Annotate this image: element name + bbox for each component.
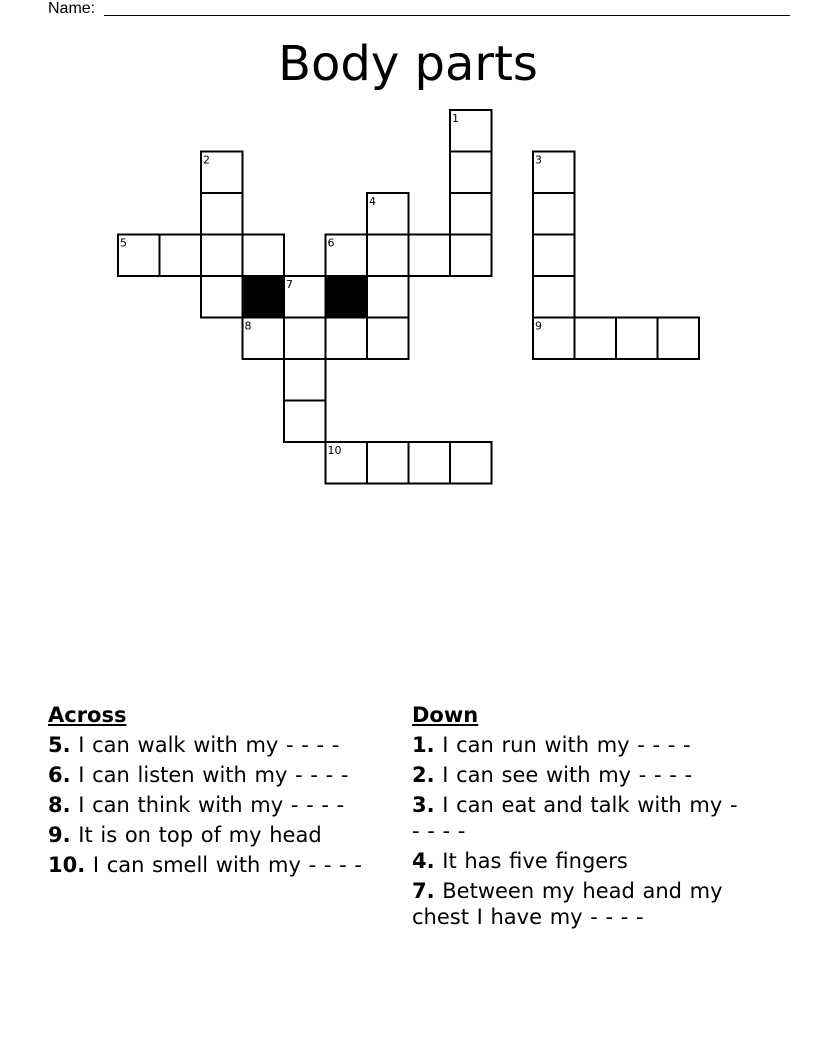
cell-number: 8 [244, 319, 252, 333]
clue-text: I can think with my - - - - [70, 793, 345, 817]
cell-number: 10 [327, 444, 342, 457]
down-clue-7 [412, 878, 742, 930]
grid-cell[interactable] [284, 359, 326, 401]
grid-cell[interactable] [201, 193, 243, 235]
grid-block [243, 276, 285, 318]
cell-number: 9 [535, 319, 542, 333]
clue-text: Between my head and my chest I have my - - - - [412, 879, 723, 929]
clue-text: I can eat and talk with my - - - - - [412, 793, 738, 843]
grid-cell[interactable] [575, 318, 617, 360]
name-label: Name: [48, 0, 96, 17]
clue-text: It has five fingers [434, 849, 628, 873]
down-clue-1 [412, 732, 742, 758]
clue-number: 10. [48, 853, 86, 877]
grid-cell[interactable] [409, 235, 451, 277]
cell-number: 5 [120, 236, 127, 250]
clue-number: 4. [412, 849, 435, 873]
grid-cell[interactable] [367, 276, 409, 318]
down-clue-2 [412, 762, 742, 788]
grid-cell[interactable] [201, 276, 243, 318]
clue-number: 3. [412, 793, 435, 817]
clue-text: It is on top of my head [70, 823, 322, 847]
clue-number: 9. [48, 823, 71, 847]
across-clue-6 [48, 762, 383, 788]
cell-number: 1 [452, 112, 459, 125]
cell-number: 3 [535, 153, 542, 167]
cell-number: 6 [327, 236, 335, 250]
across-clue-5 [48, 732, 383, 758]
grid-cell[interactable] [533, 276, 575, 318]
grid-cell[interactable] [160, 235, 202, 277]
down-clue-4 [412, 848, 742, 874]
cell-number: 4 [369, 195, 376, 208]
clue-number: 5. [48, 733, 71, 757]
across-clue-9 [48, 822, 383, 848]
grid-cell[interactable] [658, 318, 700, 360]
cell-number: 7 [286, 278, 293, 291]
grid-cell[interactable] [367, 318, 409, 360]
grid-cell[interactable] [243, 235, 285, 277]
grid-cell[interactable] [367, 442, 409, 484]
down-clue-3 [412, 792, 742, 844]
grid-cell[interactable] [367, 235, 409, 277]
clue-text: I can walk with my - - - - [70, 733, 340, 757]
grid-cell[interactable] [201, 235, 243, 277]
grid-cell[interactable] [450, 235, 492, 277]
clue-number: 2. [412, 763, 435, 787]
across-clues [48, 702, 383, 882]
grid-cell[interactable] [533, 193, 575, 235]
clue-number: 8. [48, 793, 71, 817]
down-heading: Down [412, 703, 479, 727]
grid-cell[interactable] [284, 401, 326, 443]
crossword-grid [0, 0, 816, 520]
grid-cell[interactable] [326, 318, 368, 360]
down-clues [412, 702, 742, 934]
grid-cell[interactable] [450, 193, 492, 235]
clue-text: I can see with my - - - - [434, 763, 693, 787]
grid-cell[interactable] [284, 318, 326, 360]
across-clue-10 [48, 852, 383, 878]
grid-cell[interactable] [533, 235, 575, 277]
across-clue-8 [48, 792, 383, 818]
cell-number: 2 [203, 153, 210, 167]
grid-cell[interactable] [409, 442, 451, 484]
clue-number: 7. [412, 879, 435, 903]
clue-text: I can run with my - - - - [434, 733, 691, 757]
grid-cell[interactable] [616, 318, 658, 360]
clue-number: 6. [48, 763, 71, 787]
grid-cell[interactable] [450, 442, 492, 484]
clue-text: I can listen with my - - - - [70, 763, 349, 787]
grid-block [326, 276, 368, 318]
puzzle-title: Body parts [278, 36, 538, 92]
clue-number: 1. [412, 733, 435, 757]
grid-cell[interactable] [450, 152, 492, 194]
across-heading: Across [48, 703, 127, 727]
clue-text: I can smell with my - - - - [85, 853, 362, 877]
